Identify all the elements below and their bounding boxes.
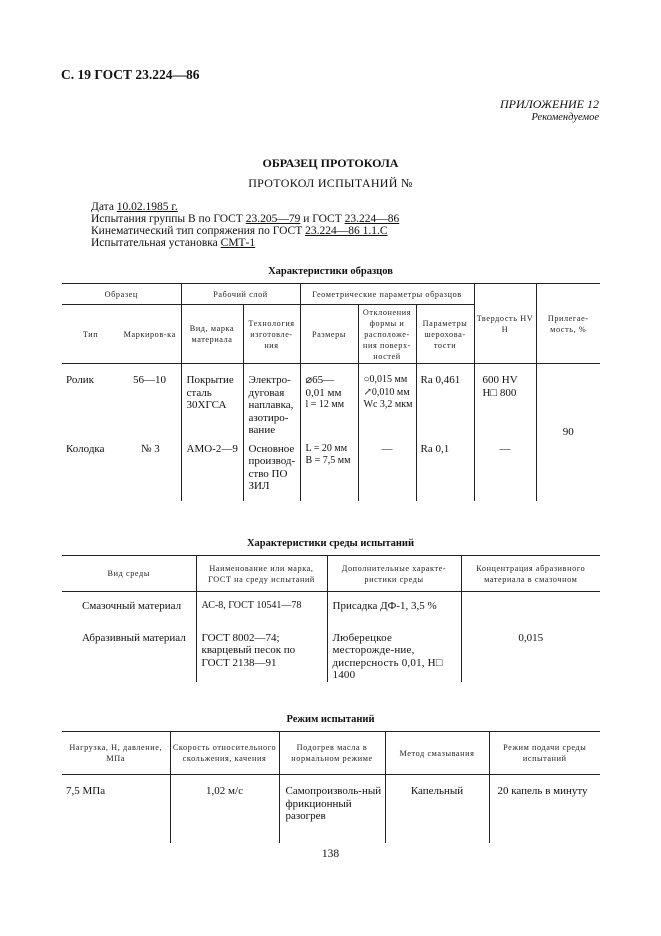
col-medium-name: Наименование или марка, ГОСТ на среду испытаний — [196, 556, 327, 592]
col-mode-method: Метод смазывания — [385, 732, 489, 775]
medium-table — [62, 555, 600, 682]
cell-type: Колодка — [66, 442, 105, 455]
col-deviations: Отклонения формы и расположе-ния поверх-ностей — [358, 305, 416, 364]
col-lapping: Прилегае-мость, % — [536, 284, 600, 364]
col-hardness: Твердость HV H — [474, 284, 536, 364]
cell-roughness: Ra 0,461 — [416, 364, 474, 437]
cell-mode-load: 7,5 МПа — [66, 785, 106, 797]
page-header: С. 19 ГОСТ 23.224—86 — [61, 67, 200, 82]
cell-deviations: ○0,015 мм ↗0,010 мм Wc 3,2 мкм — [358, 364, 416, 437]
group-geometry: Геометрические параметры образцов — [300, 284, 474, 305]
cell-mode-speed: 1,02 м/с — [170, 775, 279, 843]
col-material: Вид, марка материала — [181, 305, 243, 364]
col-roughness: Параметры шерохова-тости — [416, 305, 474, 364]
col-medium-kind: Вид среды — [62, 556, 196, 592]
col-medium-extra: Дополнительные характе-ристики среды — [327, 556, 461, 592]
mode-section-title: Режим испытаний — [286, 714, 375, 725]
table-row — [62, 592, 600, 630]
cell-mode-feed: 20 капель в минуту — [489, 775, 600, 843]
col-mode-heat: Подогрев масла в нормальном режиме — [279, 732, 385, 775]
col-type: Тип — [62, 305, 119, 364]
cell-technology: Основное производ-ство ПО ЗИЛ — [243, 437, 300, 501]
cell-roughness: Ra 0,1 — [416, 437, 474, 501]
table-row — [62, 364, 600, 437]
cell-mode-heat: Самопроизволь-ный фрикционный разогрев — [279, 775, 385, 843]
table-row — [62, 437, 600, 501]
cell-hardness: — — [474, 437, 536, 501]
group-layer: Рабочий слой — [181, 284, 300, 305]
info-date: Дата 10.02.1985 г. — [91, 201, 178, 213]
col-mode-feed: Режим подачи среды испытаний — [489, 732, 600, 775]
protocol-info — [91, 201, 399, 249]
table-row — [62, 775, 600, 843]
group-sample: Образец — [62, 284, 181, 305]
mode-table — [62, 731, 600, 843]
col-mode-speed: Скорость относительного скольжения, качения — [170, 732, 279, 775]
cell-type: Ролик — [66, 374, 94, 386]
cell-medium-extra: Люберецкое месторожде-ние, дисперсность 0,01, H□ 1400 — [327, 630, 461, 682]
info-kinematic: Кинематический тип сопряжения по ГОСТ 23.224—86 1.1.С — [91, 225, 388, 237]
document-title: ОБРАЗЕЦ ПРОТОКОЛА — [262, 156, 399, 170]
cell-medium-conc: 0,015 — [461, 630, 600, 682]
cell-medium-kind: Абразивный материал — [82, 631, 186, 644]
cell-medium-extra: Присадка ДФ-1, 3,5 % — [327, 592, 461, 630]
cell-medium-name: ГОСТ 8002—74; кварцевый песок по ГОСТ 2138—91 — [196, 630, 327, 682]
samples-table — [62, 283, 600, 501]
medium-section-title: Характеристики среды испытаний — [246, 538, 415, 549]
cell-technology: Электро-дуговая наплавка, азотиро-вание — [243, 364, 300, 437]
col-sizes: Размеры — [300, 305, 358, 364]
info-group: Испытания группы В по ГОСТ 23.205—79 и ГОСТ 23.224—86 — [91, 213, 400, 225]
cell-marking: 56—10 — [133, 374, 166, 386]
appendix-label — [500, 97, 599, 125]
cell-deviations: — — [358, 437, 416, 501]
page-number: 138 — [321, 848, 340, 860]
table-row — [62, 630, 600, 682]
col-mode-load: Нагрузка, Н, давление, МПа — [62, 732, 170, 775]
cell-medium-name: АС-8, ГОСТ 10541—78 — [196, 592, 327, 630]
samples-section-title: Характеристики образцов — [268, 266, 393, 277]
cell-hardness: 600 HV H□ 800 — [474, 364, 536, 437]
col-technology: Технология изготовле-ния — [243, 305, 300, 364]
col-marking: Маркиров-ка — [119, 305, 181, 364]
cell-sizes: ⌀65— 0,01 мм l = 12 мм — [300, 364, 358, 437]
col-medium-conc: Концентрация абразивного материала в смазочном — [461, 556, 600, 592]
cell-mode-method: Капельный — [385, 775, 489, 843]
cell-medium-conc — [461, 592, 600, 630]
cell-medium-kind: Смазочный материал — [82, 600, 182, 612]
cell-material: АМО-2—9 — [181, 437, 243, 501]
appendix-subtitle: Рекомендуемое — [531, 112, 599, 123]
protocol-title: ПРОТОКОЛ ИСПЫТАНИЙ № — [248, 176, 413, 190]
info-setup: Испытательная установка СМТ-1 — [91, 237, 256, 249]
cell-sizes: L = 20 мм B = 7,5 мм — [300, 437, 358, 501]
cell-material: Покрытие сталь 30ХГСА — [181, 364, 243, 437]
cell-marking: № 3 — [141, 442, 160, 455]
appendix-title: ПРИЛОЖЕНИЕ 12 — [500, 97, 599, 111]
cell-lapping: 90 — [536, 364, 600, 501]
